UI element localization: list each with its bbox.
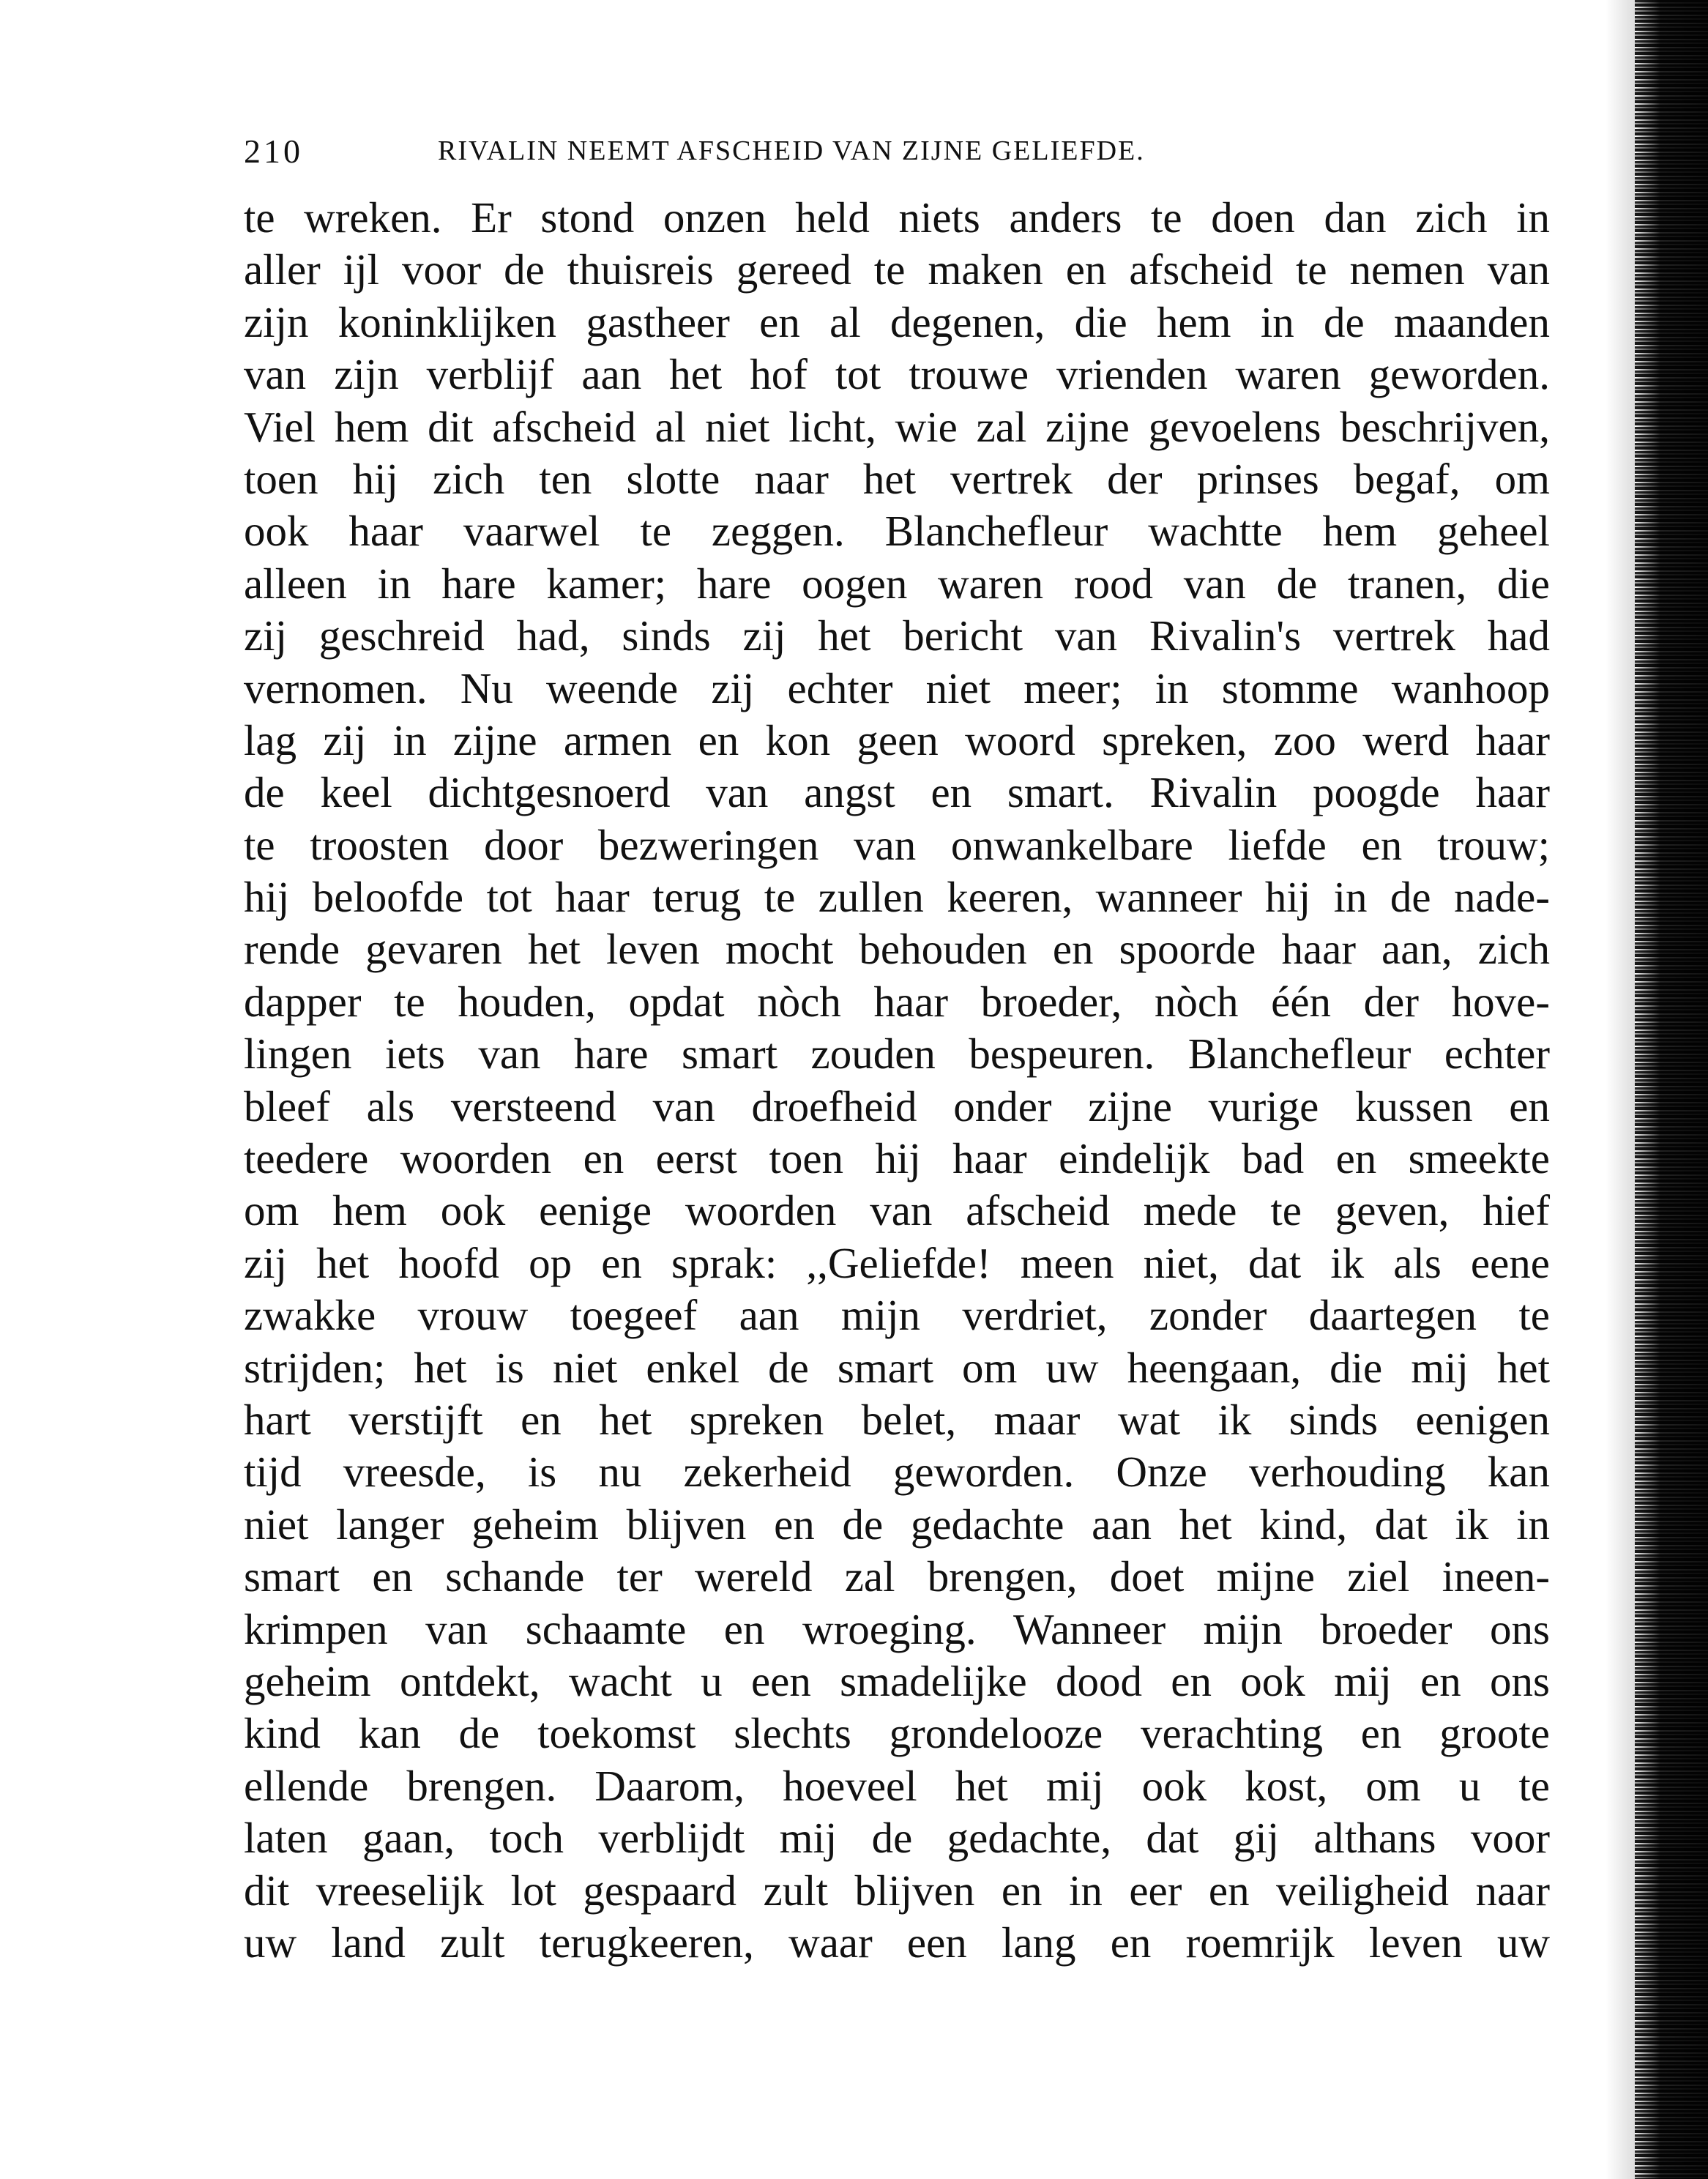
text-line: strijden; het is niet enkel de smart om uw heengaan, die mij het <box>244 1343 1550 1392</box>
text-line: bleef als versteend van droefheid onder zijne vurige kussen en <box>244 1081 1550 1131</box>
text-line: teedere woorden en eerst toen hij haar eindelijk bad en smeekte <box>244 1134 1550 1183</box>
text-line: lag zij in zijne armen en kon geen woord spreken, zoo werd haar <box>244 715 1550 764</box>
text-line: toen hij zich ten slotte naar het vertrek der prinses begaf, om <box>244 454 1550 503</box>
text-line: uw land zult terugkeeren, waar een lang en roemrijk leven uw <box>244 1918 1550 1967</box>
body-text <box>244 192 1550 1969</box>
text-line: zij het hoofd op en sprak: ,,Geliefde! meen niet, dat ik als eene <box>244 1238 1550 1287</box>
text-line: Viel hem dit afscheid al niet licht, wie zal zijne gevoelens beschrijven, <box>244 402 1550 451</box>
text-line: te troosten door bezweringen van onwankelbare liefde en trouw; <box>244 820 1550 869</box>
text-line: zijn koninklijken gastheer en al degenen, die hem in de maanden <box>244 297 1550 346</box>
text-line: smart en schande ter wereld zal brengen, doet mijne ziel ineen- <box>244 1552 1550 1601</box>
text-line: tijd vreesde, is nu zekerheid geworden. Onze verhouding kan <box>244 1448 1550 1497</box>
text-line: zij geschreid had, sinds zij het bericht van Rivalin's vertrek had <box>244 611 1550 660</box>
text-line: om hem ook eenige woorden van afscheid mede te geven, hief <box>244 1186 1550 1235</box>
page-edge-shadow <box>1606 0 1635 2179</box>
scanned-page-edge <box>1635 0 1708 2179</box>
text-line: ook haar vaarwel te zeggen. Blanchefleur wachtte hem geheel <box>244 507 1550 556</box>
page-number: 210 <box>244 133 303 170</box>
running-title: RIVALIN NEEMT AFSCHEID VAN ZIJNE GELIEFDE. <box>438 135 1145 166</box>
text-line: alleen in hare kamer; hare oogen waren rood van de tranen, die <box>244 559 1550 608</box>
running-header <box>244 132 1357 176</box>
text-line: niet langer geheim blijven en de gedachte aan het kind, dat ik in <box>244 1500 1550 1549</box>
text-line: zwakke vrouw toegeef aan mijn verdriet, zonder daartegen te <box>244 1291 1550 1340</box>
text-line: dit vreeselijk lot gespaard zult blijven en in eer en veiligheid naar <box>244 1866 1550 1915</box>
text-line: kind kan de toekomst slechts grondelooze verachting en groote <box>244 1709 1550 1758</box>
text-line: ellende brengen. Daarom, hoeveel het mij ook kost, om u te <box>244 1761 1550 1810</box>
text-line: hij beloofde tot haar terug te zullen keeren, wanneer hij in de nade- <box>244 873 1550 922</box>
text-line: geheim ontdekt, wacht u een smadelijke dood en ook mij en ons <box>244 1656 1550 1705</box>
text-line: rende gevaren het leven mocht behouden en spoorde haar aan, zich <box>244 925 1550 974</box>
text-line: vernomen. Nu weende zij echter niet meer; in stomme wanhoop <box>244 663 1550 712</box>
text-line: aller ijl voor de thuisreis gereed te maken en afscheid te nemen van <box>244 245 1550 294</box>
text-line: laten gaan, toch verblijdt mij de gedachte, dat gij althans voor <box>244 1814 1550 1863</box>
text-line: lingen iets van hare smart zouden bespeuren. Blanchefleur echter <box>244 1029 1550 1079</box>
text-line: van zijn verblijf aan het hof tot trouwe vrienden waren geworden. <box>244 350 1550 399</box>
text-line: de keel dichtgesnoerd van angst en smart. Rivalin poogde haar <box>244 768 1550 817</box>
text-line: dapper te houden, opdat nòch haar broeder, nòch één der hove- <box>244 977 1550 1026</box>
text-line: hart verstijft en het spreken belet, maar wat ik sinds eenigen <box>244 1395 1550 1444</box>
text-line: te wreken. Er stond onzen held niets anders te doen dan zich in <box>244 193 1550 242</box>
text-line: krimpen van schaamte en wroeging. Wanneer mijn broeder ons <box>244 1604 1550 1653</box>
